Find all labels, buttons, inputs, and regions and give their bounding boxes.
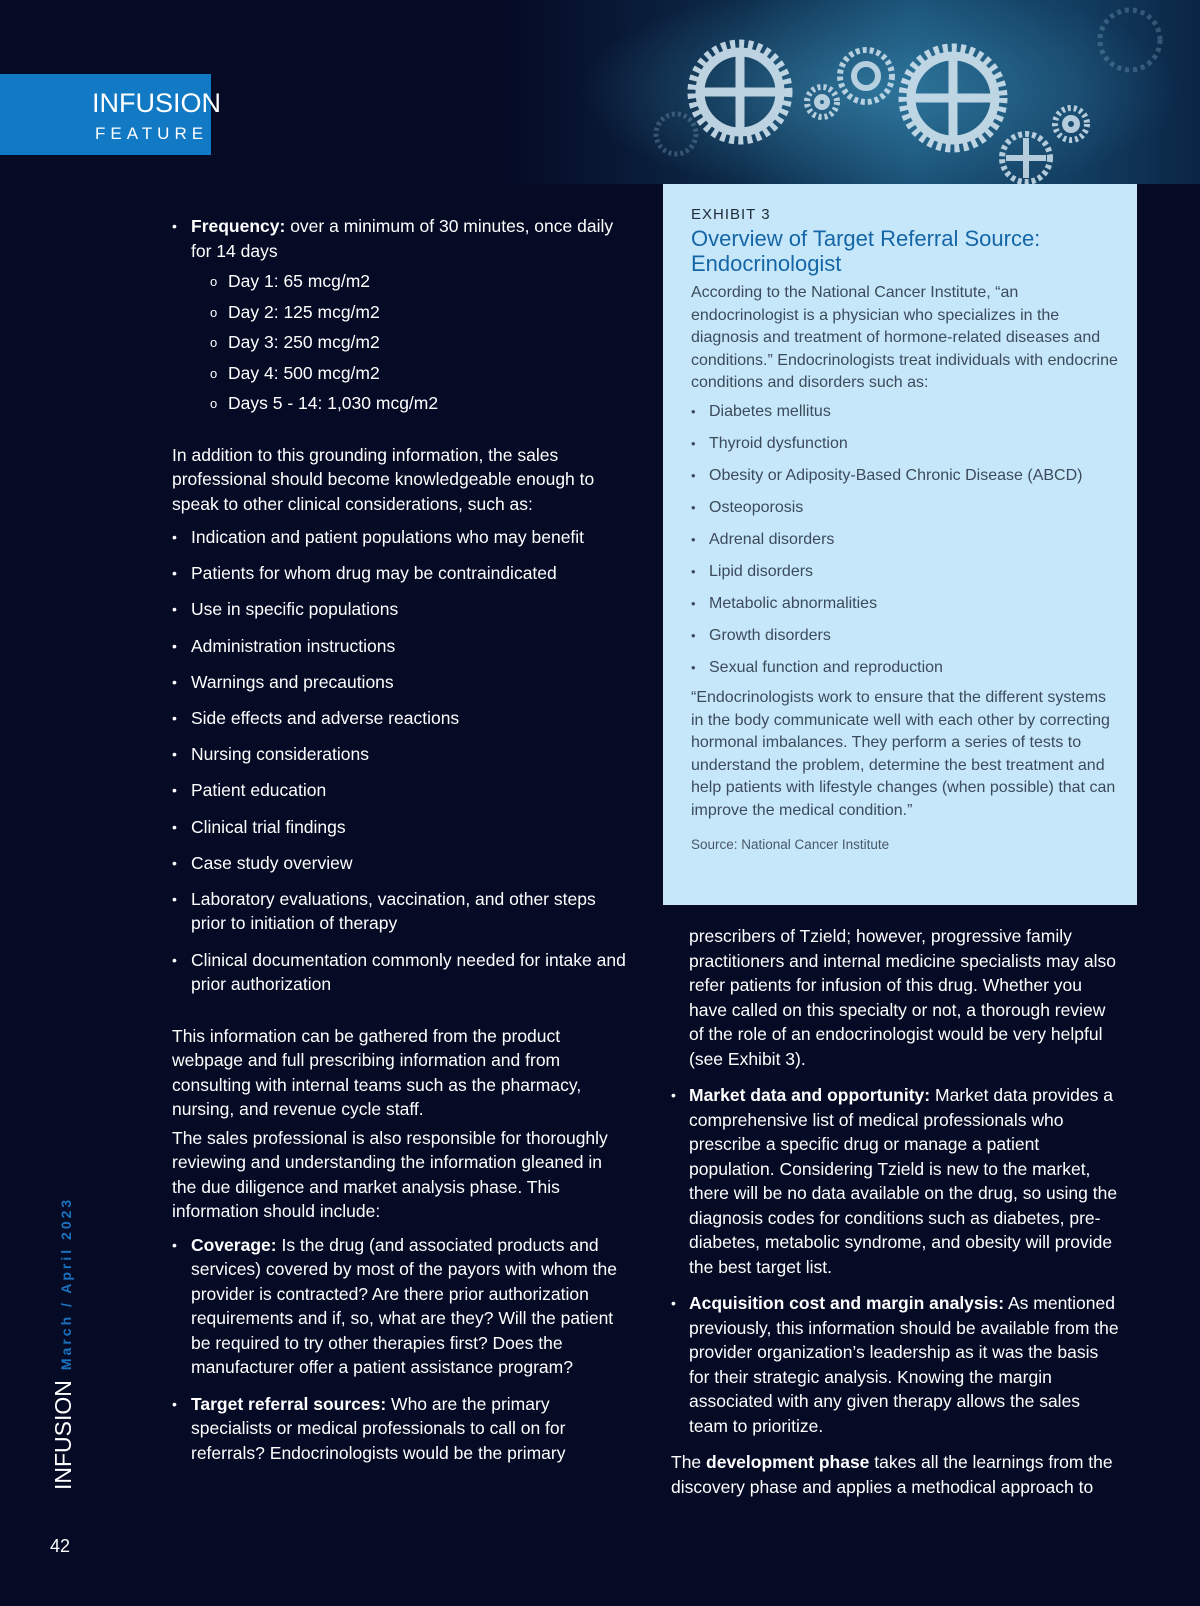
development-pre: The bbox=[671, 1452, 707, 1472]
dosage-sublist bbox=[191, 269, 628, 416]
list-item: • Adrenal disorders bbox=[691, 529, 1119, 552]
coverage-text: Is the drug (and associated products and services) covered by most of the payors with whom the provider is contracted? Are there prior authorization requirements and if, so, what are they? Will the patient be required to try other therapies first? Does the manufacturer offer a patient assistance program? bbox=[191, 1234, 618, 1378]
exhibit-box bbox=[663, 184, 1137, 905]
acquisition-text: As mentioned previously, this information should be available from the provider organization’s leadership as it was the basis for their strategic analysis. Knowing the margin associated with any given therapy allows the sales team to prioritize. bbox=[689, 1293, 1119, 1436]
vertical-logo: INFUSION bbox=[50, 1380, 76, 1490]
diligence-list bbox=[172, 1233, 628, 1466]
development-paragraph bbox=[671, 1450, 1121, 1499]
development-post: takes all the learnings from the discovery phase and applies a methodical approach to bbox=[671, 1452, 1113, 1497]
responsible-paragraph: The sales professional is also responsible for thoroughly reviewing and understanding the information gleaned in the due diligence and market analysis phase. This information should include: bbox=[172, 1127, 608, 1222]
market-data-label: Market data and opportunity: bbox=[689, 1085, 931, 1105]
market-data-item bbox=[671, 1083, 1121, 1279]
acquisition-label: Acquisition cost and margin analysis: bbox=[689, 1293, 1005, 1313]
list-item: • Clinical trial findings bbox=[172, 815, 628, 840]
considerations-list bbox=[172, 525, 628, 997]
list-item: • Sexual function and reproduction bbox=[691, 657, 1119, 680]
exhibit-title: Overview of Target Referral Source: Endocrinologist bbox=[691, 226, 1041, 276]
list-item: • Thyroid dysfunction bbox=[691, 433, 1119, 456]
section-label: FEATURE bbox=[95, 124, 209, 143]
market-data-text: Market data provides a comprehensive list of medical professionals who prescribe a specific drug or manage a patient population. Considering Tzield is new to the market, there will be no data available on the drug, so using the diagnosis codes for conditions such as diabetes, pre-diabetes, metabolic syndrome, and obesity will provide the best target list. bbox=[689, 1085, 1118, 1277]
list-item: • Case study overview bbox=[172, 851, 628, 876]
list-item: • Patients for whom drug may be contraindicated bbox=[172, 561, 628, 586]
gathered-paragraph: This information can be gathered from the product webpage and full prescribing information and from consulting with internal teams such as the pharmacy, nursing, and revenue cycle staff. bbox=[172, 1025, 582, 1120]
issue-date: March / April 2023 bbox=[58, 1196, 74, 1371]
acquisition-item bbox=[671, 1291, 1121, 1438]
dosage-item: o Day 1: 65 mcg/m2 bbox=[191, 269, 628, 294]
list-item: • Administration instructions bbox=[172, 634, 628, 659]
development-bold: development phase bbox=[706, 1452, 870, 1472]
coverage-item bbox=[172, 1233, 628, 1380]
target-referral-label: Target referral sources: bbox=[191, 1393, 387, 1414]
dosage-item: o Day 4: 500 mcg/m2 bbox=[191, 361, 628, 386]
intro-paragraph: In addition to this grounding information, the sales professional should become knowledgeable enough to speak to other clinical considerations, such as: bbox=[172, 444, 595, 514]
frequency-label: Frequency: bbox=[191, 216, 286, 236]
coverage-label: Coverage: bbox=[191, 1234, 277, 1255]
list-item: • Laboratory evaluations, vaccination, and other steps prior to initiation of therapy bbox=[172, 887, 628, 936]
list-item: • Clinical documentation commonly needed for intake and prior authorization bbox=[172, 948, 628, 997]
right-column bbox=[671, 924, 1121, 1499]
list-item: • Patient education bbox=[172, 778, 628, 803]
page-number: 42 bbox=[50, 1536, 71, 1556]
frequency-text: over a minimum of 30 minutes, once daily for 14 days bbox=[191, 216, 614, 261]
list-item: • Indication and patient populations who may benefit bbox=[172, 525, 628, 550]
list-item: • Osteoporosis bbox=[691, 497, 1119, 520]
list-item: • Side effects and adverse reactions bbox=[172, 706, 628, 731]
target-referral-text: Who are the primary specialists or medical professionals to call on for referrals? Endocrinologists would be the primary bbox=[191, 1393, 566, 1463]
list-item: • Metabolic abnormalities bbox=[691, 593, 1119, 616]
target-referral-item bbox=[172, 1392, 628, 1466]
exhibit-source: Source: National Cancer Institute bbox=[691, 837, 890, 852]
dosage-item: o Day 3: 250 mcg/m2 bbox=[191, 330, 628, 355]
list-item: • Use in specific populations bbox=[172, 597, 628, 622]
left-column bbox=[172, 214, 628, 1465]
infusion-logo: INFUSION bbox=[92, 88, 222, 118]
list-item: • Warnings and precautions bbox=[172, 670, 628, 695]
frequency-list bbox=[172, 214, 628, 416]
list-item: • Nursing considerations bbox=[172, 742, 628, 767]
dosage-item: o Day 2: 125 mcg/m2 bbox=[191, 300, 628, 325]
section-badge bbox=[0, 74, 222, 155]
exhibit-label: EXHIBIT 3 bbox=[691, 206, 771, 223]
list-item: • Lipid disorders bbox=[691, 561, 1119, 584]
exhibit-quote: “Endocrinologists work to ensure that the different systems in the body communicate well with each other by correcting hormonal imbalances. They perform a series of tests to understand the problem, determine the best treatment and help patients with lifestyle changes (when possible) that can improve the medical condition.” bbox=[691, 689, 1116, 819]
list-item: • Diabetes mellitus bbox=[691, 401, 1119, 424]
conditions-list bbox=[691, 401, 1119, 680]
dosage-item: o Days 5 - 14: 1,030 mcg/m2 bbox=[191, 391, 628, 416]
frequency-item bbox=[172, 214, 628, 416]
vertical-masthead bbox=[50, 1197, 77, 1490]
list-item: • Obesity or Adiposity-Based Chronic Disease (ABCD) bbox=[691, 465, 1119, 488]
continued-paragraph: prescribers of Tzield; however, progressive family practitioners and internal medicine specialists may also refer patients for infusion of this drug. Whether you have called on this specialty or not, a thorough review of the role of an endocrinologist would be very helpful (see Exhibit 3). bbox=[689, 926, 1117, 1069]
list-item: • Growth disorders bbox=[691, 625, 1119, 648]
exhibit-intro: According to the National Cancer Institute, “an endocrinologist is a physician who specializes in the diagnosis and treatment of hormone-related diseases and conditions.” Endocrinologists treat individuals with endocrine conditions and disorders such as: bbox=[691, 284, 1118, 391]
analysis-list bbox=[671, 1083, 1121, 1438]
